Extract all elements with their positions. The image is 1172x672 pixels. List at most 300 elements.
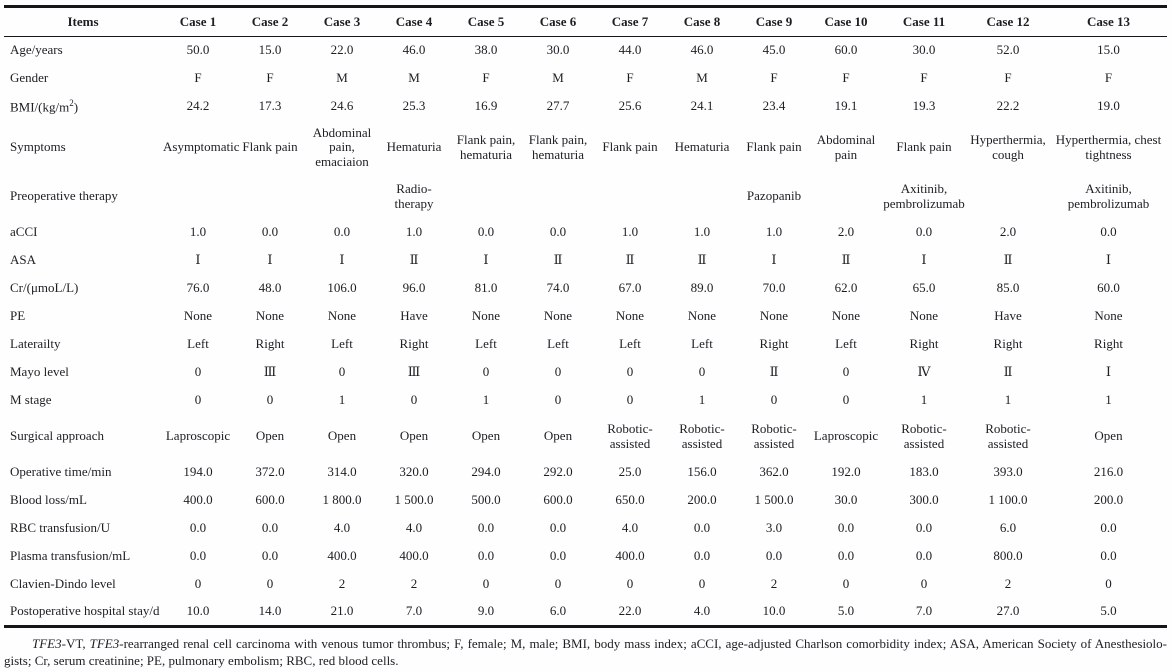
case-column-header: Case 4 (378, 7, 450, 37)
table-cell: Flank pain, hematuria (528, 131, 588, 162)
table-cell: Abdominal pain, emaciaion (312, 124, 372, 169)
table-cell: 1 (698, 392, 706, 408)
table-cell: 23.4 (762, 98, 786, 114)
case-column-header: Case 8 (666, 7, 738, 37)
table-cell: 0.0 (189, 548, 207, 564)
table-row (4, 93, 1167, 121)
table-cell: M (408, 70, 420, 86)
table-cell: 60.0 (834, 42, 858, 58)
table-cell: F (842, 70, 850, 86)
table-cell: 0 (338, 364, 346, 380)
footnote-gene-name: TFE3 (32, 636, 62, 651)
table-cell: 52.0 (996, 42, 1020, 58)
table-cell: None (183, 308, 213, 324)
table-cell: Pazopanib (746, 188, 802, 204)
table-cell: 4.0 (333, 520, 351, 536)
table-cell: 1 (1105, 392, 1112, 408)
table-cell: 85.0 (996, 280, 1020, 296)
table-cell: 216.0 (1093, 464, 1124, 480)
table-cell: 294.0 (471, 464, 501, 480)
table-cell: Ⅰ (1105, 252, 1112, 268)
table-cell: Robotic-assisted (679, 420, 725, 451)
table-cell: 30.0 (546, 42, 570, 58)
table-cell: F (1004, 70, 1012, 86)
table-cell: 96.0 (402, 280, 426, 296)
table-cell: 0.0 (189, 520, 207, 536)
table-cell: 1.0 (405, 224, 423, 240)
row-label: Blood loss/mL (10, 492, 87, 508)
table-cell: 44.0 (618, 42, 642, 58)
table-cell: 19.0 (1097, 98, 1120, 114)
table-cell: 30.0 (912, 42, 936, 58)
table-cell: 0.0 (333, 224, 351, 240)
table-cell: 0.0 (915, 548, 933, 564)
row-label: Postoperative hospital stay/d (10, 603, 160, 619)
table-cell: 0.0 (549, 548, 567, 564)
table-cell: None (471, 308, 501, 324)
table-cell: 0 (1105, 576, 1112, 592)
footnote-text: gists; Cr, serum creatinine; PE, pulmonary embolism; RBC, red blood cells. (4, 653, 399, 668)
table-row (4, 247, 1167, 275)
table-cell: 400.0 (327, 548, 357, 564)
table-cell: Flank pain (602, 139, 658, 155)
table-row (4, 303, 1167, 331)
table-row (4, 175, 1167, 219)
table-cell: 3.0 (765, 520, 783, 536)
table-cell: 7.0 (405, 603, 423, 619)
table-cell: 362.0 (759, 464, 789, 480)
table-cell: Left (475, 336, 497, 352)
table-cell: 9.0 (477, 603, 495, 619)
table-cell: Right (909, 336, 939, 352)
table-cell: None (327, 308, 357, 324)
row-label: PE (10, 308, 26, 324)
table-cell: 0 (482, 364, 490, 380)
table-cell: 10.0 (762, 603, 786, 619)
table-cell (966, 175, 1050, 219)
table-cell: 1 500.0 (394, 492, 434, 508)
table-cell: 1 800.0 (322, 492, 362, 508)
table-cell: 1 (482, 392, 490, 408)
table-cell: None (543, 308, 573, 324)
table-cell: Hyperthermia, cough (970, 131, 1046, 162)
table-cell: 48.0 (258, 280, 282, 296)
row-label: Gender (10, 70, 49, 86)
table-cell: 393.0 (993, 464, 1023, 480)
row-label: ASA (10, 252, 37, 268)
table-cell: 1 (1004, 392, 1012, 408)
table-cell: Left (547, 336, 569, 352)
table-cell: 156.0 (687, 464, 717, 480)
table-cell: Right (255, 336, 285, 352)
table-cell: 0 (194, 392, 202, 408)
table-cell: F (920, 70, 928, 86)
table-cell: M (696, 70, 708, 86)
table-cell: Have (994, 308, 1022, 324)
table-cell: 2 (410, 576, 418, 592)
table-cell: Left (691, 336, 713, 352)
table-cell: 50.0 (186, 42, 210, 58)
table-cell: 25.0 (618, 464, 642, 480)
table-cell: 0 (842, 392, 850, 408)
footnote-gene-name: TFE3 (89, 636, 120, 651)
table-cell: Open (399, 428, 429, 444)
table-cell: 320.0 (399, 464, 429, 480)
table-cell: 0.0 (837, 548, 855, 564)
table-cell: 24.1 (690, 98, 714, 114)
table-cell: Ⅱ (769, 364, 779, 380)
table-cell: 0.0 (915, 224, 933, 240)
table-cell: 4.0 (405, 520, 423, 536)
case-column-header: Case 6 (522, 7, 594, 37)
table-cell: Right (399, 336, 429, 352)
table-cell (666, 175, 738, 219)
table-cell: Flank pain, hematuria (456, 131, 516, 162)
table-cell: 6.0 (999, 520, 1017, 536)
table-cell: Right (1094, 336, 1123, 352)
table-cell: Left (619, 336, 641, 352)
table-cell: 1.0 (765, 224, 783, 240)
table-cell: 0.0 (915, 520, 933, 536)
table-cell: F (194, 70, 202, 86)
table-cell: 0.0 (1100, 224, 1117, 240)
table-cell: 74.0 (546, 280, 570, 296)
table-cell: 89.0 (690, 280, 714, 296)
table-row (4, 459, 1167, 487)
table-cell: 0 (842, 576, 850, 592)
table-row (4, 387, 1167, 415)
table-cell: 0 (698, 576, 706, 592)
table-cell: 106.0 (327, 280, 357, 296)
table-cell: Robotic-assisted (985, 420, 1031, 451)
table-footnote (4, 635, 1167, 669)
table-cell: 10.0 (186, 603, 210, 619)
table-cell: 14.0 (258, 603, 282, 619)
row-label: BMI/$(kg/m^2)$ (10, 98, 79, 115)
case-column-header: Case 13 (1050, 7, 1167, 37)
footnote-line-2 (4, 652, 1167, 669)
table-cell: Open (543, 428, 573, 444)
table-cell: 192.0 (831, 464, 861, 480)
table-cell: M (336, 70, 348, 86)
table-cell: 650.0 (615, 492, 645, 508)
table-row (4, 219, 1167, 247)
table-cell: 0.0 (549, 224, 567, 240)
table-cell: 0.0 (549, 520, 567, 536)
table-cell: 400.0 (615, 548, 645, 564)
table-cell: 30.0 (834, 492, 858, 508)
table-row (4, 359, 1167, 387)
table-cell: 22.2 (996, 98, 1020, 114)
table-row (4, 121, 1167, 175)
case-column-header: Case 12 (966, 7, 1050, 37)
table-cell: 22.0 (330, 42, 354, 58)
table-cell: 45.0 (762, 42, 786, 58)
table-cell: 0.0 (693, 548, 711, 564)
table-cell: 0 (266, 392, 274, 408)
table-cell: Ⅰ (339, 252, 345, 268)
table-cell: F (770, 70, 778, 86)
table-cell: 0 (410, 392, 418, 408)
table-cell: 2.0 (837, 224, 855, 240)
table-header-row (4, 7, 1167, 37)
row-label: M stage (10, 392, 52, 408)
table-cell (162, 175, 234, 219)
table-cell: 0.0 (1100, 520, 1117, 536)
table-cell: Flank pain (896, 139, 952, 155)
table-cell: 24.6 (330, 98, 354, 114)
table-cell: 0 (554, 364, 562, 380)
table-cell: 0 (554, 392, 562, 408)
table-row (4, 571, 1167, 599)
table-cell: Robotic-assisted (607, 420, 653, 451)
table-cell: 81.0 (474, 280, 498, 296)
table-cell: Ⅱ (625, 252, 635, 268)
table-cell: Ⅱ (409, 252, 419, 268)
table-cell: 183.0 (909, 464, 939, 480)
table-cell (594, 175, 666, 219)
table-cell: 0 (842, 364, 850, 380)
table-cell: Left (331, 336, 353, 352)
table-cell: 600.0 (543, 492, 573, 508)
table-cell: 27.7 (546, 98, 570, 114)
table-cell: Ⅱ (841, 252, 851, 268)
table-cell: Radio-therapy (394, 180, 434, 211)
table-cell: 5.0 (837, 603, 855, 619)
table-row (4, 331, 1167, 359)
table-cell: 4.0 (621, 520, 639, 536)
table-cell: 21.0 (330, 603, 354, 619)
row-label: Operative time/min (10, 464, 112, 480)
footnote-text: -VT, (61, 636, 90, 651)
case-column-header: Case 2 (234, 7, 306, 37)
table-cell: 1 (338, 392, 346, 408)
paper-page (0, 5, 1172, 672)
case-column-header: Case 5 (450, 7, 522, 37)
row-label: Preoperative therapy (10, 188, 118, 204)
table-cell: 0.0 (261, 224, 279, 240)
table-cell: 1.0 (693, 224, 711, 240)
table-body (4, 37, 1167, 627)
table-cell: None (687, 308, 717, 324)
table-cell: 372.0 (255, 464, 285, 480)
table-cell: None (1094, 308, 1123, 324)
table-cell: 0.0 (1100, 548, 1117, 564)
table-cell: Open (1094, 428, 1123, 444)
table-cell: 7.0 (915, 603, 933, 619)
table-cell: Flank pain (746, 139, 802, 155)
table-cell: Right (759, 336, 789, 352)
table-cell: 19.1 (834, 98, 858, 114)
table-cell: 46.0 (402, 42, 426, 58)
footnote-text: -rearranged renal cell carcinoma with venous tumor thrombus; F, female; M, male; BMI, body mass index; aCCI, age-adjusted Charlson comorbidity index; ASA, American Society of Anesthesiolo- (119, 636, 1167, 651)
table-cell: 46.0 (690, 42, 714, 58)
table-cell: Asymptomatic (163, 139, 240, 155)
case-column-header: Case 3 (306, 7, 378, 37)
row-label: Surgical approach (10, 428, 104, 444)
table-cell: Ⅱ (697, 252, 707, 268)
table-cell: 0.0 (837, 520, 855, 536)
case-column-header: Case 10 (810, 7, 882, 37)
table-cell: Ⅰ (771, 252, 777, 268)
table-cell: 25.6 (618, 98, 642, 114)
table-cell: Hyperthermia, chest tightness (1055, 131, 1162, 162)
table-cell: 0.0 (477, 224, 495, 240)
table-cell: Axitinib, pembrolizumab (1067, 180, 1150, 211)
table-cell (810, 175, 882, 219)
table-cell: Open (327, 428, 357, 444)
table-cell: 0.0 (261, 548, 279, 564)
table-cell: F (1104, 70, 1113, 86)
table-cell: 1 500.0 (754, 492, 794, 508)
case-column-header: Case 11 (882, 7, 966, 37)
table-row (4, 543, 1167, 571)
row-label: Symptoms (10, 139, 66, 155)
table-cell: F (266, 70, 274, 86)
table-cell: 292.0 (543, 464, 573, 480)
row-label: Cr/(μmoL/L) (10, 280, 79, 296)
table-cell: 200.0 (687, 492, 717, 508)
table-cell: 27.0 (996, 603, 1020, 619)
table-cell: Have (400, 308, 428, 324)
table-row (4, 65, 1167, 93)
table-cell: 1 100.0 (988, 492, 1028, 508)
table-cell: Ⅲ (407, 364, 421, 380)
table-cell (306, 175, 378, 219)
table-cell: Ⅰ (267, 252, 273, 268)
table-cell: M (552, 70, 564, 86)
table-cell: 0 (626, 392, 634, 408)
table-cell: Axitinib, pembrolizumab (883, 180, 965, 211)
case-column-header: Case 7 (594, 7, 666, 37)
table-cell: F (482, 70, 490, 86)
table-cell: 800.0 (993, 548, 1023, 564)
table-cell: 0.0 (765, 548, 783, 564)
table-cell: Ⅰ (921, 252, 927, 268)
table-cell: 16.9 (474, 98, 498, 114)
table-cell: 0 (698, 364, 706, 380)
table-cell: Ⅲ (263, 364, 277, 380)
table-cell: Ⅳ (917, 364, 931, 380)
case-column-header: Case 9 (738, 7, 810, 37)
table-cell (522, 175, 594, 219)
table-cell: Ⅱ (1003, 364, 1013, 380)
table-cell: Open (255, 428, 285, 444)
table-cell: Ⅰ (1105, 364, 1112, 380)
table-cell: Hematuria (386, 139, 442, 155)
table-cell: 500.0 (471, 492, 501, 508)
table-cell: 0 (266, 576, 274, 592)
table-cell: 194.0 (183, 464, 213, 480)
case-column-header: Case 1 (162, 7, 234, 37)
table-row (4, 275, 1167, 303)
table-row (4, 487, 1167, 515)
table-cell: 19.3 (912, 98, 936, 114)
table-cell: 0 (194, 576, 202, 592)
table-cell: 2 (770, 576, 778, 592)
table-cell: 314.0 (327, 464, 357, 480)
row-label: aCCI (10, 224, 38, 240)
row-label: Clavien-Dindo level (10, 576, 116, 592)
table-cell: 60.0 (1097, 280, 1120, 296)
table-cell: 0 (626, 576, 634, 592)
table-cell: 0 (482, 576, 490, 592)
table-cell: Robotic-assisted (901, 420, 947, 451)
row-label: RBC transfusion/U (10, 520, 111, 536)
table-cell: 65.0 (912, 280, 936, 296)
table-cell: 600.0 (255, 492, 285, 508)
table-cell (450, 175, 522, 219)
row-label: Mayo level (10, 364, 69, 380)
table-cell: Right (993, 336, 1023, 352)
table-cell: 300.0 (909, 492, 939, 508)
table-cell: 5.0 (1100, 603, 1117, 619)
table-cell: 76.0 (186, 280, 210, 296)
table-cell (234, 175, 306, 219)
row-label: Age/years (10, 42, 63, 58)
table-cell: None (831, 308, 861, 324)
table-cell: 25.3 (402, 98, 426, 114)
table-row (4, 515, 1167, 543)
table-cell: Laproscopic (813, 428, 879, 444)
table-cell: 0 (626, 364, 634, 380)
table-cell: 24.2 (186, 98, 210, 114)
table-cell: 400.0 (399, 548, 429, 564)
footnote-line-1 (4, 635, 1167, 652)
table-cell: 400.0 (183, 492, 213, 508)
table-cell: 2 (338, 576, 346, 592)
table-cell: 0.0 (261, 520, 279, 536)
table-cell: None (615, 308, 645, 324)
table-cell: 1.0 (189, 224, 207, 240)
table-cell: 6.0 (549, 603, 567, 619)
table-cell: Left (835, 336, 857, 352)
table-cell: 0 (194, 364, 202, 380)
table-cell: Left (187, 336, 209, 352)
table-cell: 0.0 (477, 548, 495, 564)
table-cell: Hematuria (674, 139, 730, 155)
table-cell: 22.0 (618, 603, 642, 619)
table-cell: 1 (920, 392, 928, 408)
case-characteristics-table (4, 5, 1167, 628)
row-label: Laterailty (10, 336, 61, 352)
table-cell: 15.0 (1097, 42, 1120, 58)
table-cell: 15.0 (258, 42, 282, 58)
table-cell: 2 (1004, 576, 1012, 592)
table-cell: F (626, 70, 634, 86)
table-row (4, 599, 1167, 627)
table-cell: 4.0 (693, 603, 711, 619)
table-cell: 70.0 (762, 280, 786, 296)
table-cell: 0 (920, 576, 928, 592)
table-cell: Ⅱ (553, 252, 563, 268)
table-cell: None (255, 308, 285, 324)
table-cell: 67.0 (618, 280, 642, 296)
table-cell: Open (471, 428, 501, 444)
table-cell: Ⅱ (1003, 252, 1013, 268)
table-cell: Flank pain (242, 139, 298, 155)
row-label: Plasma transfusion/mL (10, 548, 131, 564)
table-cell: Robotic-assisted (751, 420, 797, 451)
table-header (4, 7, 1167, 37)
table-cell: 62.0 (834, 280, 858, 296)
table-cell: 0 (554, 576, 562, 592)
table-cell: 38.0 (474, 42, 498, 58)
table-cell: 0 (770, 392, 778, 408)
table-cell: 17.3 (258, 98, 282, 114)
table-cell: 0.0 (477, 520, 495, 536)
table-cell: 1.0 (621, 224, 639, 240)
